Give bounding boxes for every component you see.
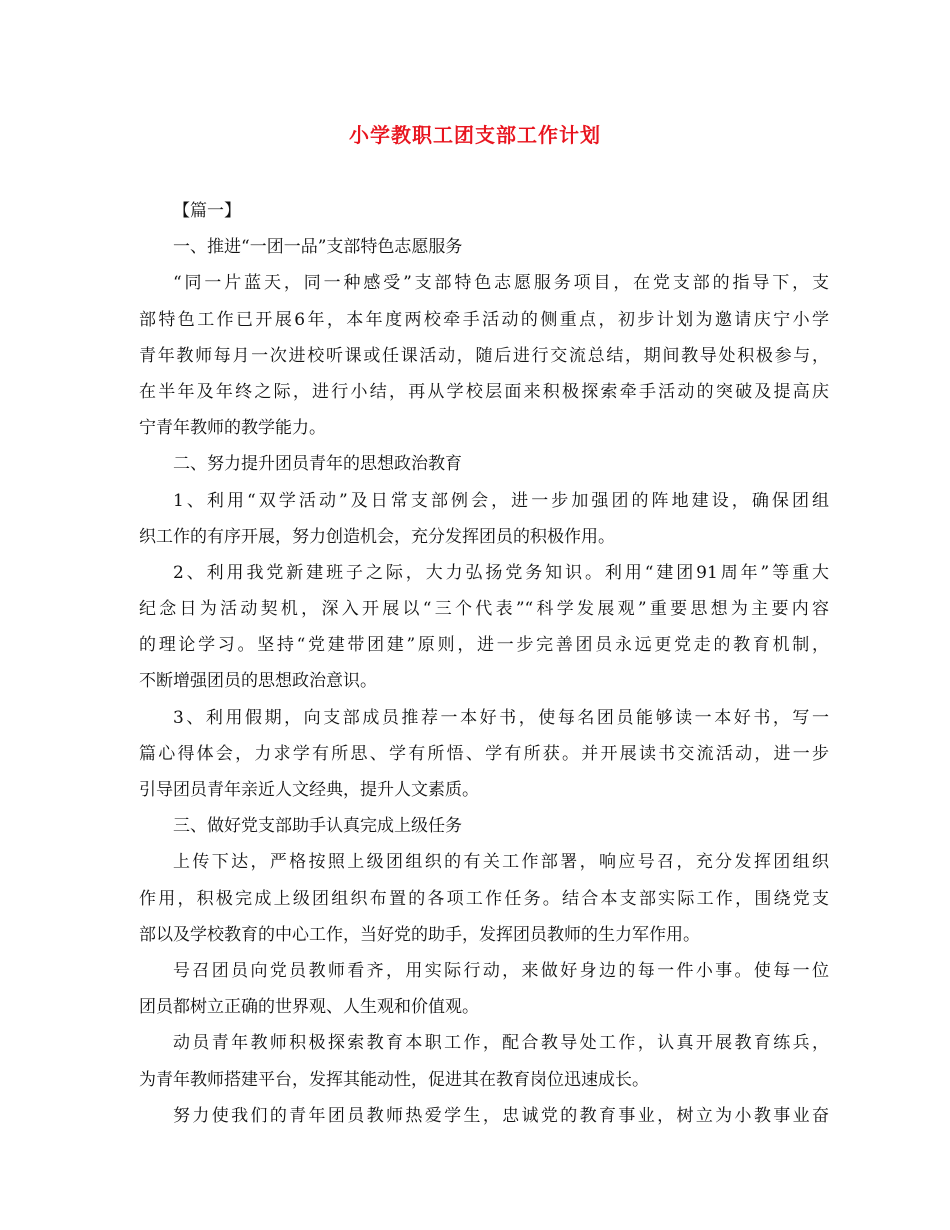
text-line: 织工作的有序开展，努力创造机会，充分发挥团员的积极作用。 — [139, 526, 615, 547]
text-line: 动员青年教师积极探索教育本职工作，配合教导处工作，认真开展教育练兵， — [173, 1033, 829, 1054]
text-line: 部以及学校教育的中心工作，当好党的助手，发挥团员教师的生力军作用。 — [139, 924, 700, 945]
text-line: 为青年教师搭建平台，发挥其能动性，促进其在教育岗位迅速成长。 — [139, 1069, 649, 1090]
text-line: 在半年及年终之际，进行小结，再从学校层面来积极探索牵手活动的突破及提高庆 — [139, 381, 829, 402]
text-line: 3、利用假期，向支部成员推荐一本好书，使每名团员能够读一本好书，写一 — [173, 707, 829, 728]
text-line: 一、推进“一团一品”支部特色志愿服务 — [173, 237, 463, 258]
text-line: 号召团员向党员教师看齐，用实际行动，来做好身边的每一件小事。使每一位 — [173, 960, 829, 981]
text-line: “同一片蓝天，同一种感受”支部特色志愿服务项目，在党支部的指导下，支 — [173, 273, 829, 294]
text-line: 篇心得体会，力求学有所思、学有所悟、学有所获。并开展读书交流活动，进一步 — [139, 743, 829, 764]
text-line: 三、做好党支部助手认真完成上级任务 — [173, 816, 462, 837]
section-label: 【篇一】 — [173, 201, 241, 221]
text-line: 努力使我们的青年团员教师热爱学生，忠诚党的教育事业，树立为小教事业奋 — [173, 1105, 829, 1126]
text-line: 团员都树立正确的世界观、人生观和价值观。 — [139, 997, 479, 1018]
text-line: 不断增强团员的思想政治意识。 — [139, 671, 377, 692]
text-line: 作用，积极完成上级团组织布置的各项工作任务。结合本支部实际工作，围绕党支 — [139, 888, 829, 909]
text-line: 二、努力提升团员青年的思想政治教育 — [173, 454, 462, 475]
document-title: 小学教职工团支部工作计划 — [349, 123, 601, 147]
text-line: 的理论学习。坚持“党建带团建”原则，进一步完善团员永远更党走的教育机制， — [139, 635, 829, 656]
text-line: 1、利用“双学活动”及日常支部例会，进一步加强团的阵地建设，确保团组 — [173, 490, 829, 511]
text-line: 宁青年教师的教学能力。 — [139, 418, 326, 439]
text-line: 纪念日为活动契机，深入开展以“三个代表”“科学发展观”重要思想为主要内容 — [139, 599, 829, 620]
text-line: 引导团员青年亲近人文经典，提升人文素质。 — [139, 780, 479, 800]
document-body — [139, 193, 829, 1134]
text-line: 上传下达，严格按照上级团组织的有关工作部署，响应号召，充分发挥团组织 — [173, 852, 829, 873]
text-line: 部特色工作已开展6年，本年度两校牵手活动的侧重点，初步计划为邀请庆宁小学 — [139, 309, 829, 330]
text-line: 青年教师每月一次进校听课或任课活动，随后进行交流总结，期间教导处积极参与， — [139, 345, 829, 366]
text-line: 2、利用我党新建班子之际，大力弘扬党务知识。利用“建团91周年”等重大 — [173, 562, 829, 583]
